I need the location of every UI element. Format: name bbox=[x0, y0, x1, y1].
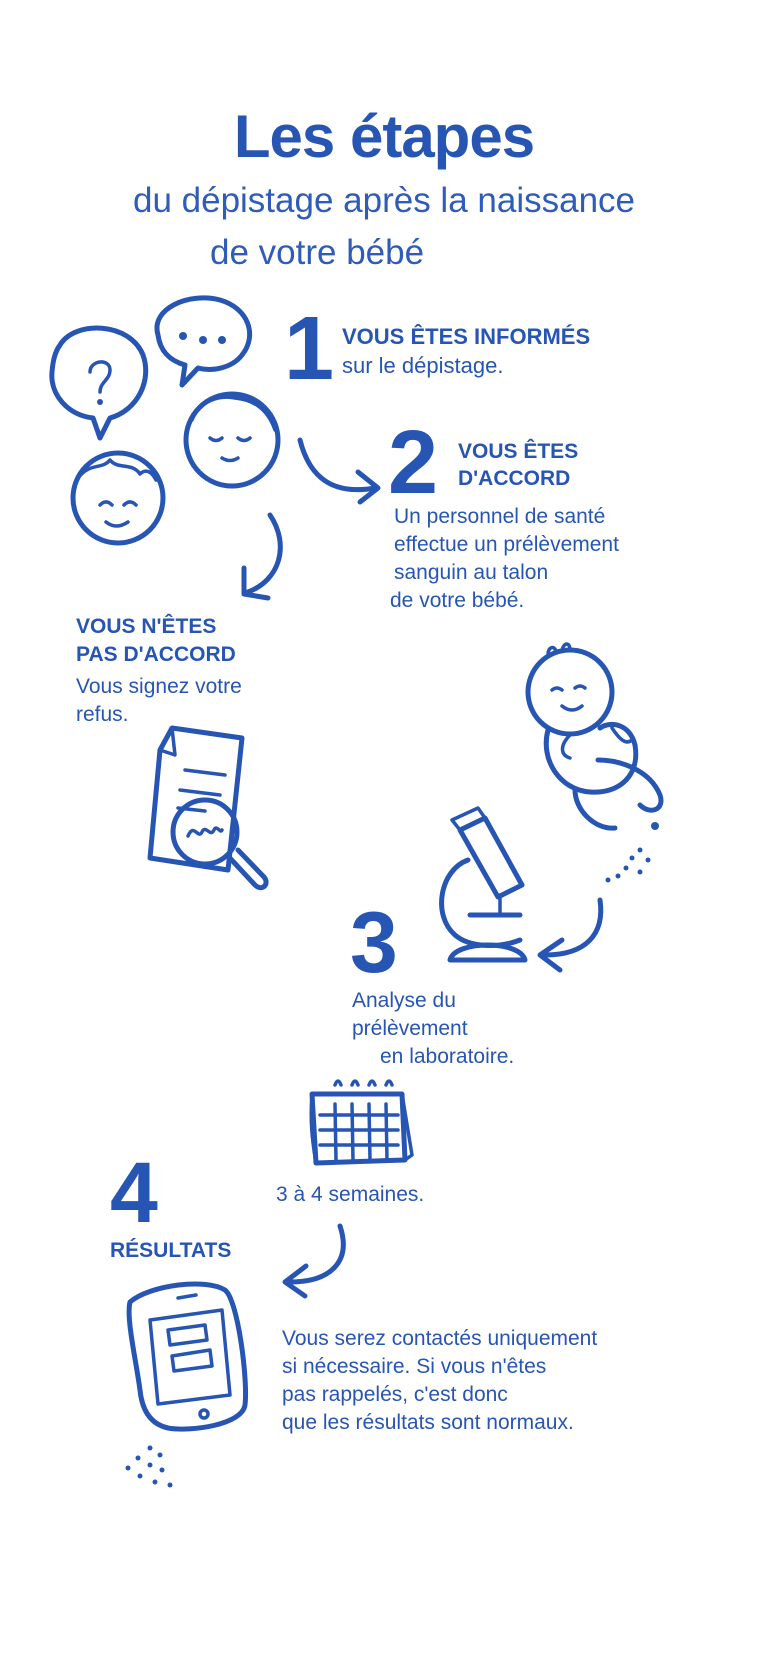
arrow-to-step3-icon bbox=[540, 900, 601, 970]
step-2-text-line1: Un personnel de santé bbox=[394, 505, 606, 528]
page-subtitle-line1: du dépistage après la naissance bbox=[132, 181, 635, 220]
page-subtitle-line2: de votre bébé bbox=[210, 233, 425, 272]
step-4-number: 4 bbox=[110, 1145, 158, 1241]
refusal-heading-line1: VOUS N'ÊTES bbox=[76, 615, 217, 638]
step-3-number: 3 bbox=[350, 895, 398, 991]
dotted-trail-icon bbox=[606, 848, 651, 883]
step-4-text-line2: si nécessaire. Si vous n'êtes bbox=[282, 1355, 547, 1378]
arrow-to-refusal-icon bbox=[244, 515, 280, 598]
speech-bubble-dots-icon bbox=[157, 298, 250, 385]
step-2-text-line3: sanguin au talon bbox=[394, 561, 549, 584]
step-4-delay: 3 à 4 semaines. bbox=[276, 1183, 425, 1206]
speech-bubble-question-icon bbox=[52, 328, 146, 438]
arrow-step1-to-step2-icon bbox=[300, 440, 378, 502]
step-1-text: sur le dépistage. bbox=[342, 353, 504, 378]
step-3-text-line2: prélèvement bbox=[352, 1017, 468, 1040]
step-2-heading-line2: D'ACCORD bbox=[458, 467, 571, 490]
step-2-text-line4: de votre bébé. bbox=[390, 589, 525, 612]
step-2-heading-line1: VOUS ÊTES bbox=[458, 440, 579, 463]
arrow-to-phone-icon bbox=[285, 1226, 343, 1296]
refusal-text-line2: refus. bbox=[76, 703, 129, 726]
step-2-text-line2: effectue un prélèvement bbox=[394, 533, 619, 556]
step-4-text-line4: que les résultats sont normaux. bbox=[282, 1411, 574, 1434]
step-1-number: 1 bbox=[284, 299, 335, 399]
phone-icon bbox=[129, 1284, 245, 1429]
signed-document-icon bbox=[150, 728, 266, 888]
page-title: Les étapes bbox=[233, 103, 535, 170]
baby-icon bbox=[528, 644, 661, 830]
refusal-text-line1: Vous signez votre bbox=[76, 675, 242, 698]
refusal-heading-line2: PAS D'ACCORD bbox=[76, 643, 236, 666]
step-4-heading: RÉSULTATS bbox=[110, 1239, 232, 1262]
parent-faces-icon bbox=[73, 394, 278, 543]
microscope-icon bbox=[442, 808, 525, 960]
step-3-text-line3: en laboratoire. bbox=[380, 1045, 515, 1068]
calendar-icon bbox=[311, 1081, 412, 1163]
step-4-text-line1: Vous serez contactés uniquement bbox=[282, 1327, 598, 1350]
step-1-heading: VOUS ÊTES INFORMÉS bbox=[342, 324, 591, 349]
step-3-text-line1: Analyse du bbox=[352, 989, 456, 1012]
step-2-number: 2 bbox=[388, 413, 439, 513]
step-4-text-line3: pas rappelés, c'est donc bbox=[282, 1383, 508, 1406]
phone-vibration-dots-icon bbox=[126, 1446, 173, 1488]
